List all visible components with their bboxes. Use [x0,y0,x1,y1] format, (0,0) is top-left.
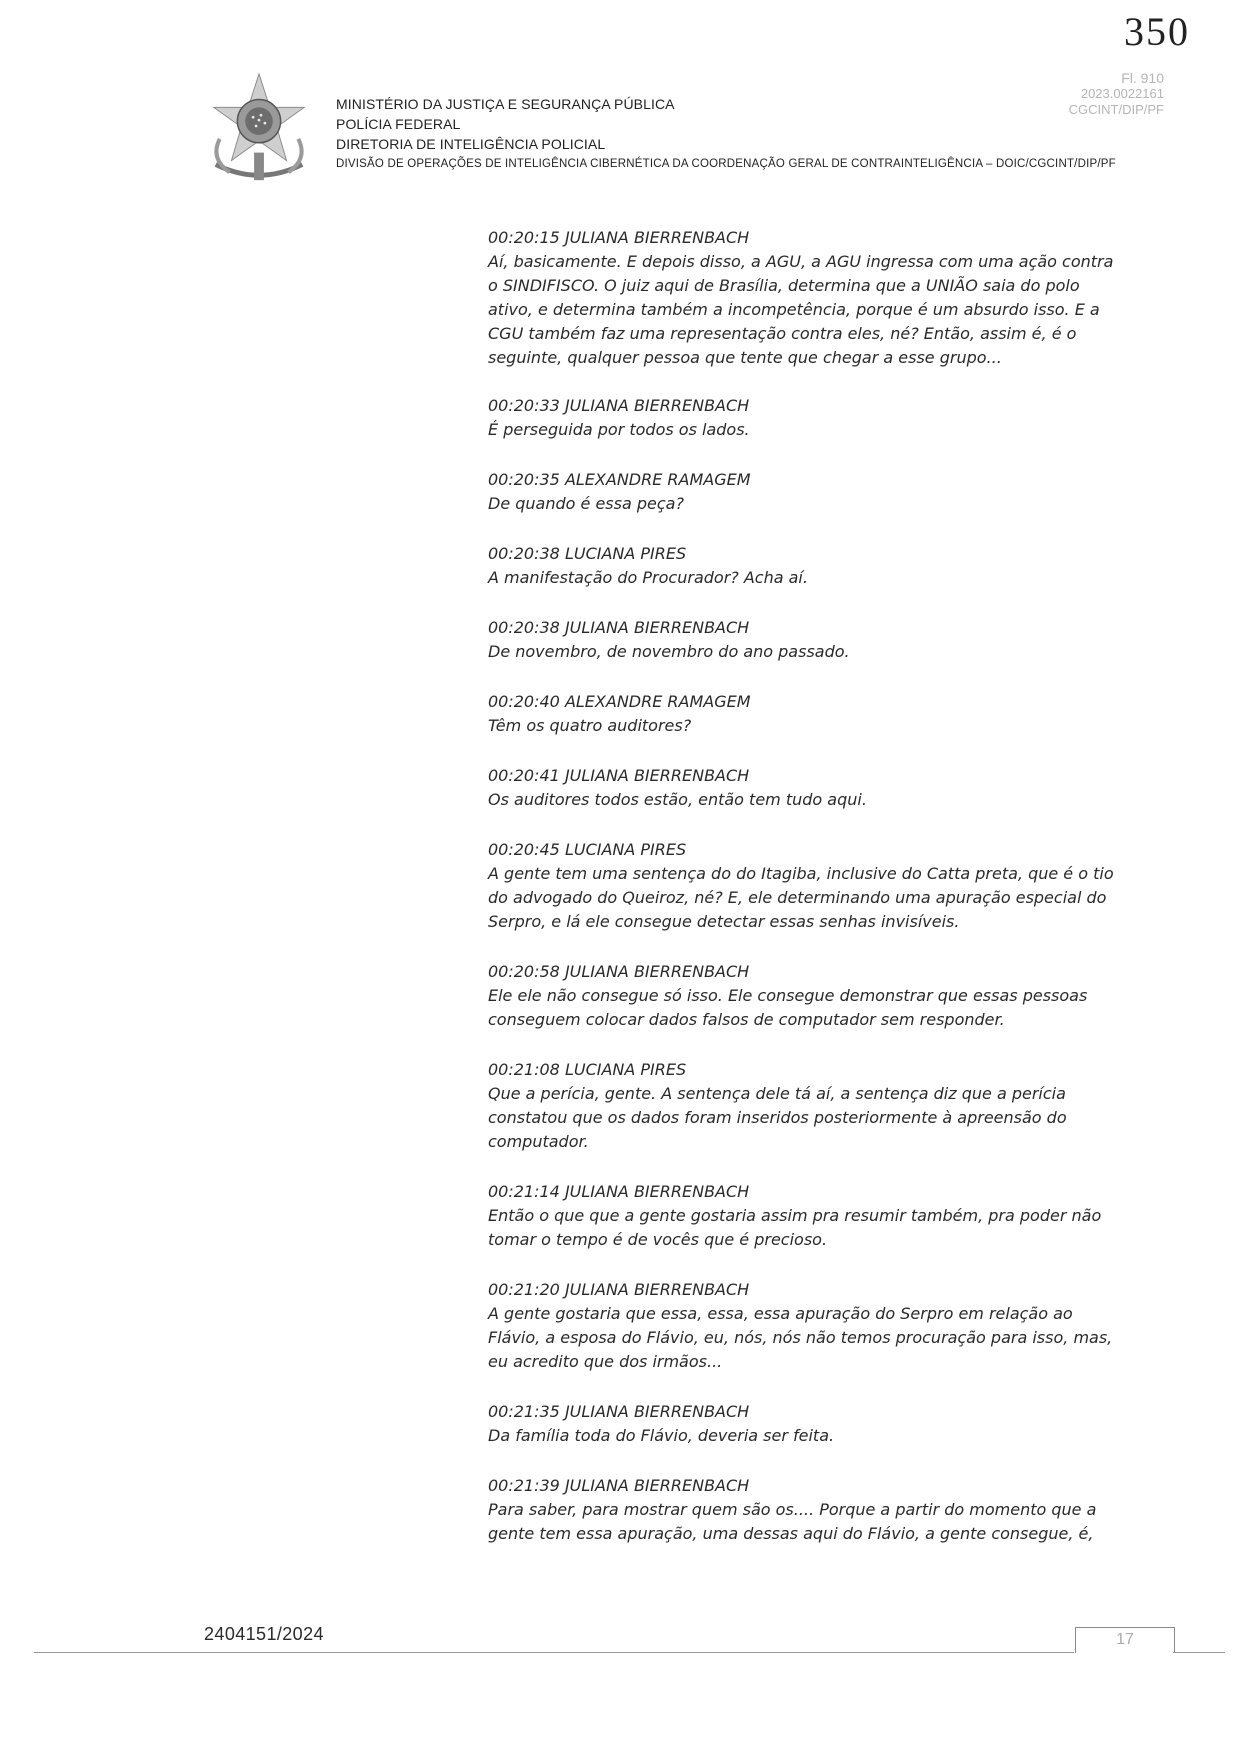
transcript-entry [488,394,1128,442]
entry-text: De novembro, de novembro do ano passado. [488,642,850,661]
transcript-entry [488,1474,1128,1546]
entry-text: A gente gostaria que essa, essa, essa apuração do Serpro em relação ao Flávio, a esposa do Flávio, eu, nós, nós não temos procuração para isso, mas, eu acredito que dos irmãos... [488,1304,1113,1371]
transcript-entry [488,1180,1128,1252]
entry-speaker: 00:21:14 JULIANA BIERRENBACH [488,1182,750,1201]
entry-speaker: 00:20:41 JULIANA BIERRENBACH [488,766,750,785]
entry-text: É perseguida por todos os lados. [488,420,750,439]
entry-speaker: 00:20:40 ALEXANDRE RAMAGEM [488,692,751,711]
stamp-unit: CGCINT/DIP/PF [1068,102,1164,117]
police-line: POLÍCIA FEDERAL [336,116,461,132]
transcript-entry [488,838,1128,934]
entry-text: A manifestação do Procurador? Acha aí. [488,568,808,587]
division-line: DIVISÃO DE OPERAÇÕES DE INTELIGÊNCIA CIBERNÉTICA DA COORDENAÇÃO GERAL DE CONTRAINTELIGÊNCIA – DOIC/CGCINT/DIP/PF [336,158,1116,170]
transcript-entry [488,1400,1128,1448]
entry-speaker: 00:20:38 JULIANA BIERRENBACH [488,618,750,637]
stamp-folio: Fl. 910 [1121,70,1164,86]
entry-speaker: 00:20:33 JULIANA BIERRENBACH [488,396,750,415]
transcript-entry [488,542,1128,590]
entry-speaker: 00:21:35 JULIANA BIERRENBACH [488,1402,750,1421]
entry-text: Têm os quatro auditores? [488,716,692,735]
entry-text: Que a perícia, gente. A sentença dele tá aí, a sentença diz que a perícia constatou que os dados foram inseridos posteriormente à apreensão do computador. [488,1084,1067,1151]
page-number: 350 [1124,9,1190,54]
entry-speaker: 00:20:15 JULIANA BIERRENBACH [488,228,750,247]
transcript-entry [488,1058,1128,1154]
entry-speaker: 00:21:08 LUCIANA PIRES [488,1060,687,1079]
transcript [488,226,1128,1546]
transcript-entry [488,690,1128,738]
entry-text: Para saber, para mostrar quem são os.... Porque a partir do momento que a gente tem essa apuração, uma dessas aqui do Flávio, a gente consegue, é, [488,1500,1097,1543]
transcript-entry [488,960,1128,1032]
letterhead [336,94,1116,174]
transcript-entry [488,226,1128,370]
entry-speaker: 00:20:58 JULIANA BIERRENBACH [488,962,750,981]
footer-divider-tail [1173,1652,1225,1653]
document-id: 2404151/2024 [204,1624,324,1644]
transcript-entry [488,616,1128,664]
transcript-entry [488,1278,1128,1374]
entry-speaker: 00:20:35 ALEXANDRE RAMAGEM [488,470,751,489]
stamp-process: 2023.0022161 [1080,86,1164,101]
entry-text: Então o que que a gente gostaria assim pra resumir também, pra poder não tomar o tempo é de vocês que é precioso. [488,1206,1102,1249]
footer-divider [34,1652,1074,1653]
footer-page-number: 17 [1075,1627,1175,1653]
entry-speaker: 00:20:45 LUCIANA PIRES [488,840,687,859]
coat-of-arms-icon [200,70,318,188]
entry-speaker: 00:21:39 JULIANA BIERRENBACH [488,1476,750,1495]
entry-text: Ele ele não consegue só isso. Ele consegue demonstrar que essas pessoas conseguem colocar dados falsos de computador sem responder. [488,986,1088,1029]
entry-text: Os auditores todos estão, então tem tudo aqui. [488,790,867,809]
entry-speaker: 00:21:20 JULIANA BIERRENBACH [488,1280,750,1299]
transcript-entry [488,764,1128,812]
entry-text: De quando é essa peça? [488,494,684,513]
transcript-entry [488,468,1128,516]
entry-speaker: 00:20:38 LUCIANA PIRES [488,544,687,563]
entry-text: Da família toda do Flávio, deveria ser feita. [488,1426,835,1445]
entry-text: A gente tem uma sentença do do Itagiba, inclusive do Catta preta, que é o tio do advogado do Queiroz, né? E, ele determinando uma apuração especial do Serpro, e lá ele consegue detectar essas senhas invisíveis. [488,864,1114,931]
directorate-line: DIRETORIA DE INTELIGÊNCIA POLICIAL [336,136,606,152]
entry-text: Aí, basicamente. E depois disso, a AGU, a AGU ingressa com uma ação contra o SINDIFISCO. O juiz aqui de Brasília, determina que a UNIÃO saia do polo ativo, e determina também a incompetência, porque é um absurdo isso. E a CGU também faz uma representação contra eles, né? Então, assim é, é o seguinte, qualquer pessoa que tente que chegar a esse grupo... [488,252,1114,367]
ministry-line: MINISTÉRIO DA JUSTIÇA E SEGURANÇA PÚBLICA [336,96,675,112]
